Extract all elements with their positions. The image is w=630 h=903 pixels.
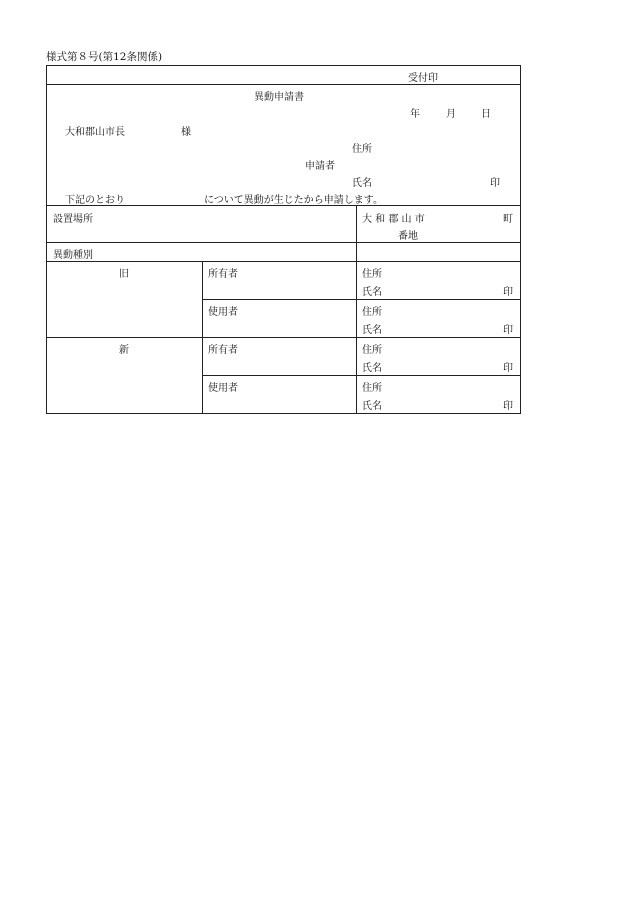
role-cell [203,262,357,300]
applicant-label: 申請者 [305,161,335,172]
addressee: 大和郡山市長 [65,127,125,138]
application-header [47,85,521,206]
section-new-label: 新 [119,345,129,356]
date-month-field[interactable]: 月 [446,109,456,120]
location-town: 町 [503,214,513,225]
location-label: 設置場所 [53,214,93,225]
role-user-label: 使用者 [208,307,238,318]
applicant-address-label: 住所 [352,144,372,155]
role-cell [203,376,357,414]
section-new-label-cell [47,338,203,414]
person-cell[interactable] [357,338,521,376]
location-lot: 番地 [398,231,418,242]
role-cell [203,300,357,338]
form-title: 異動申請書 [254,92,304,103]
addressee-honorific: 様 [181,127,191,138]
address-label: 住所 [362,383,382,394]
applicant-seal: 印 [490,178,500,189]
applicant-name-label: 氏名 [352,178,372,189]
address-label: 住所 [362,269,382,280]
section-old-label: 旧 [119,269,129,280]
seal-mark: 印 [503,401,513,412]
receipt-stamp-label: 受付印 [408,73,438,84]
person-cell[interactable] [357,376,521,414]
person-cell[interactable] [357,262,521,300]
date-day-field[interactable]: 日 [481,109,491,120]
change-type-label: 異動種別 [53,250,93,261]
form-number: 様式第８号(第12条関係) [46,51,163,63]
section-old-label-cell [47,262,203,338]
statement-suffix: について異動が生じたから申請します。 [204,195,383,206]
date-year-field[interactable]: 年 [410,109,420,120]
address-label: 住所 [362,307,382,318]
person-cell[interactable] [357,300,521,338]
location-label-cell [47,206,357,243]
role-cell [203,338,357,376]
location-value-cell[interactable] [357,206,521,243]
role-owner-label: 所有者 [208,269,238,280]
address-label: 住所 [362,345,382,356]
statement-prefix: 下記のとおり [65,195,125,206]
seal-mark: 印 [503,325,513,336]
name-label: 氏名 [362,363,382,374]
receipt-stamp-area [47,66,521,85]
application-form-table [46,65,521,414]
name-label: 氏名 [362,325,382,336]
role-owner-label: 所有者 [208,345,238,356]
role-user-label: 使用者 [208,383,238,394]
seal-mark: 印 [503,287,513,298]
name-label: 氏名 [362,401,382,412]
seal-mark: 印 [503,363,513,374]
name-label: 氏名 [362,287,382,298]
change-type-label-cell [47,243,357,262]
change-type-value-cell[interactable] [357,243,521,262]
location-city: 大 和 郡 山 市 [362,214,425,225]
